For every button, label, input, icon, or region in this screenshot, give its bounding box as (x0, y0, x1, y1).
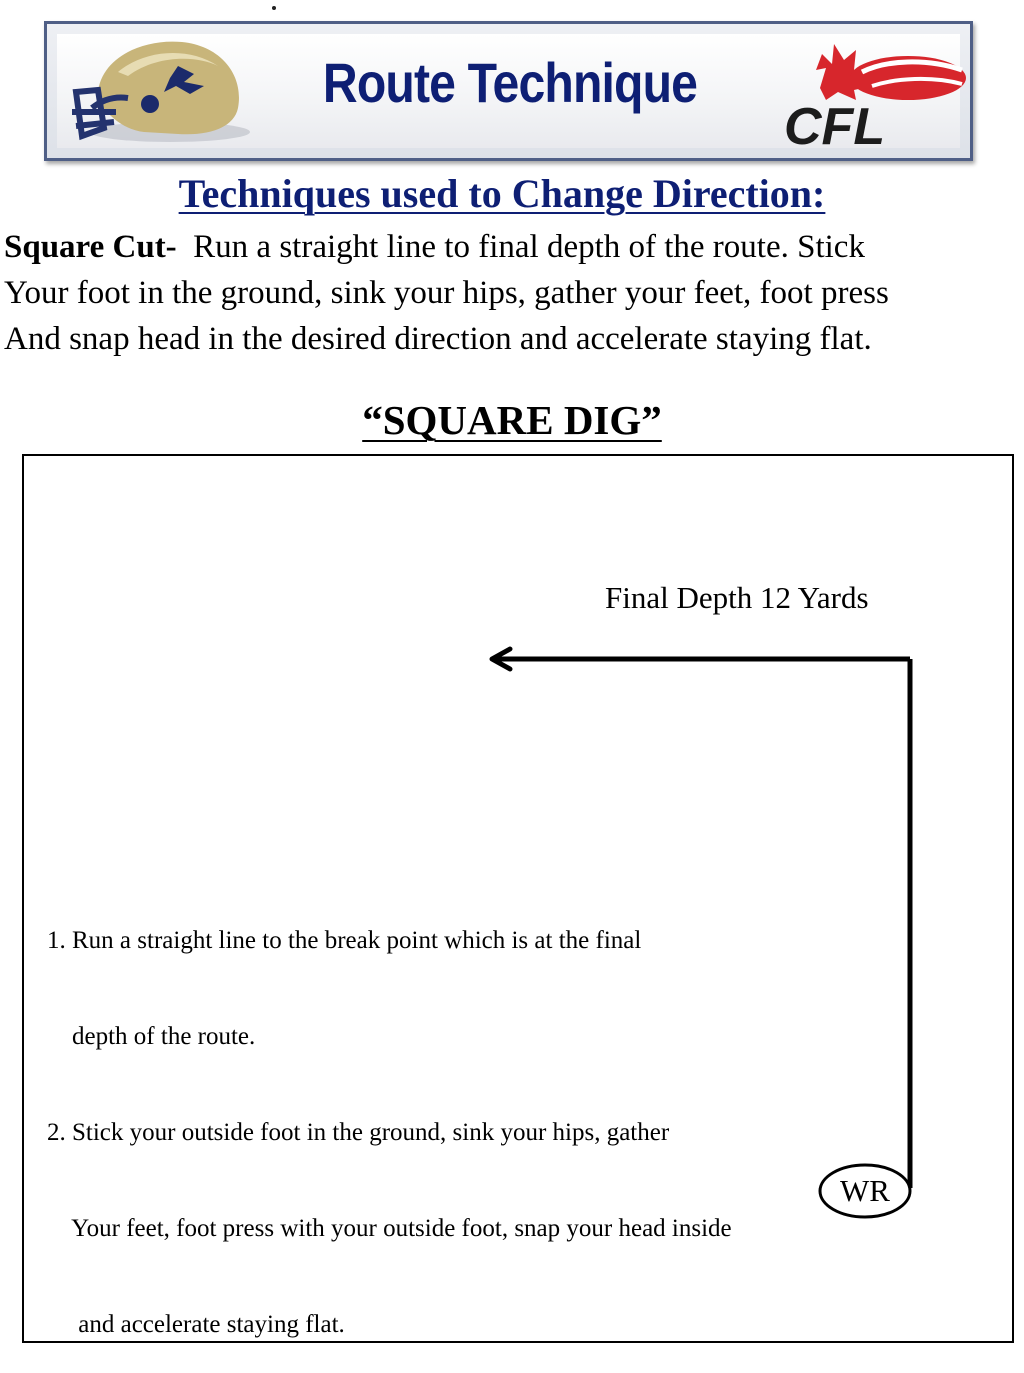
section-heading: Techniques used to Change Direction: (178, 171, 826, 216)
definition-text-1: Run a straight line to final depth of the route. Stick (176, 229, 865, 265)
step-line: and accelerate staying flat. (47, 1311, 345, 1338)
coaching-steps (47, 861, 732, 1373)
definition-line-3: And snap head in the desired direction and accelerate staying flat. (4, 321, 872, 357)
banner-title: Route Technique (322, 51, 698, 114)
final-depth-label: Final Depth 12 Yards (605, 580, 869, 615)
step-line: 1. Run a straight line to the break point which is at the final (47, 927, 642, 954)
definition-line-2: Your foot in the ground, sink your hips, gather your feet, foot press (4, 275, 889, 311)
step-line: depth of the route. (47, 1023, 256, 1050)
player-label: WR (840, 1173, 890, 1208)
step-line: 2. Stick your outside foot in the ground, sink your hips, gather (47, 1119, 670, 1146)
cfl-logo-text: CFL (784, 98, 886, 152)
step-line: Your feet, foot press with your outside foot, snap your head inside (47, 1215, 732, 1242)
definition-label: Square Cut- (4, 229, 177, 265)
route-name: “SQUARE DIG” (362, 397, 662, 443)
